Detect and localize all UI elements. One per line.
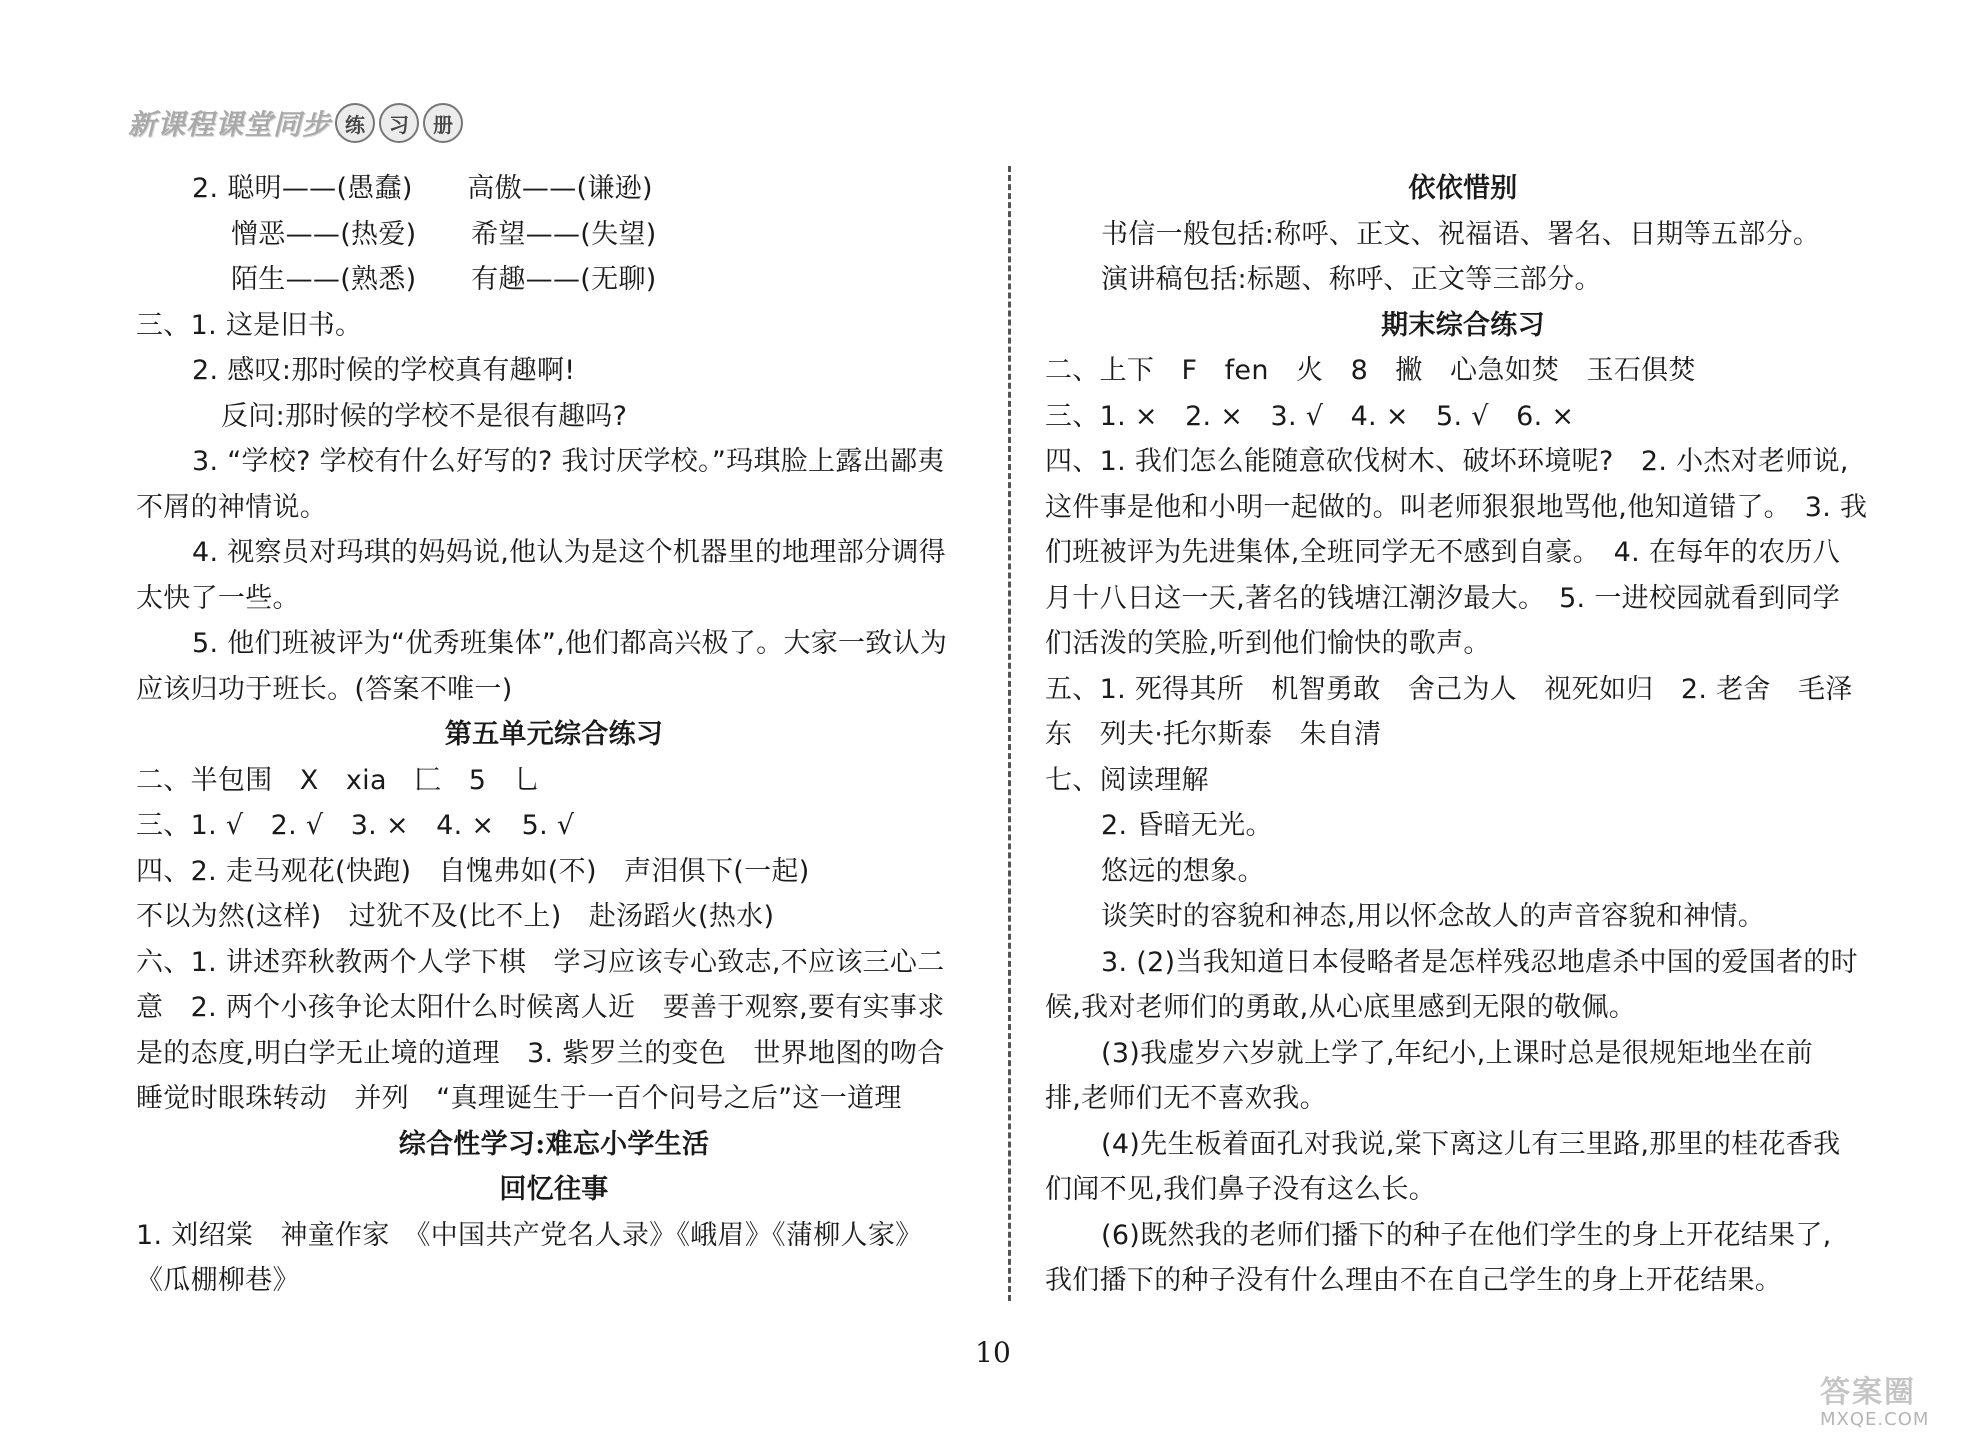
answer-line: 我们播下的种子没有什么理由不在自己学生的身上开花结果。	[1045, 1265, 1783, 1296]
watermark-title: 答案圈	[1820, 1375, 1916, 1410]
answer-line: (4)先生板着面孔对我说,棠下离这儿有三里路,那里的桂花香我	[1101, 1128, 1841, 1160]
answer-line: 反问:那时候的学校不是很有趣吗?	[221, 400, 628, 432]
answer-line: 3. “学校? 学校有什么好写的? 我讨厌学校。”玛琪脸上露出鄙夷	[192, 446, 945, 477]
answer-line: 排,老师们无不喜欢我。	[1045, 1083, 1327, 1114]
brand-badge-2: 习	[379, 103, 419, 143]
answer-line: 悠远的想象。	[1101, 855, 1265, 887]
page-number: 10	[975, 1336, 1011, 1369]
answer-line: 演讲稿包括:标题、称呼、正文等三部分。	[1101, 264, 1602, 295]
answer-line: 书信一般包括:称呼、正文、祝福语、署名、日期等五部分。	[1101, 218, 1821, 250]
watermark-url: MXQE.COM	[1820, 1409, 1930, 1430]
answer-line: 4. 视察员对玛琪的妈妈说,他认为是这个机器里的地理部分调得	[192, 537, 946, 568]
answer-line: 谈笑时的容貌和神态,用以怀念故人的声音容貌和神情。	[1101, 901, 1766, 932]
answer-line: 东 列夫·托尔斯泰 朱自清	[1045, 719, 1382, 750]
answer-line: 六、1. 讲述弈秋教两个人学下棋 学习应该专心致志,不应该三心二	[136, 946, 945, 978]
answer-line: 睡觉时眼珠转动 并列 “真理诞生于一百个问号之后”这一道理	[136, 1083, 902, 1114]
answer-line: 候,我对老师们的勇敢,从心底里感到无限的敬佩。	[1045, 992, 1637, 1023]
answer-line: 应该归功于班长。(答案不唯一)	[136, 673, 513, 705]
brand-badge-3: 册	[423, 103, 463, 143]
section-heading: 第五单元综合练习	[444, 719, 664, 750]
right-column	[1045, 166, 1881, 1304]
answer-line: 不屑的神情说。	[136, 491, 328, 523]
answer-line: (6)既然我的老师们播下的种子在他们学生的身上开花结果了,	[1101, 1219, 1832, 1251]
answer-line: 三、1. × 2. × 3. √ 4. × 5. √ 6. ×	[1045, 400, 1575, 432]
section-heading: 期末综合练习	[1381, 309, 1545, 341]
answer-line: 陌生——(熟悉) 有趣——(无聊)	[231, 264, 657, 295]
answer-line: 七、阅读理解	[1045, 764, 1209, 796]
answer-line: 是的态度,明白学无止境的道理 3. 紫罗兰的变色 世界地图的吻合	[136, 1037, 945, 1069]
answer-line: 二、半包围 X xia 匚 5 乚	[136, 764, 541, 796]
column-divider	[1008, 166, 1011, 1301]
answer-line: 2. 感叹:那时候的学校真有趣啊!	[192, 355, 576, 386]
answer-line: 《瓜棚柳巷》	[136, 1265, 300, 1296]
answer-line: 3. (2)当我知道日本侵略者是怎样残忍地虐杀中国的爱国者的时	[1101, 946, 1858, 978]
answer-line: (3)我虚岁六岁就上学了,年纪小,上课时总是很规矩地坐在前	[1101, 1037, 1814, 1069]
answer-line: 二、上下 F fen 火 8 撇 心急如焚 玉石俱焚	[1045, 355, 1696, 386]
answer-line: 三、1. √ 2. √ 3. × 4. × 5. √	[136, 810, 575, 841]
answer-line: 们活泼的笑脸,听到他们愉快的歌声。	[1045, 628, 1491, 659]
watermark-logo	[1820, 1376, 1960, 1432]
section-heading: 回忆往事	[499, 1174, 609, 1205]
answer-line: 意 2. 两个小孩争论太阳什么时候离人近 要善于观察,要有实事求	[136, 992, 945, 1023]
brand-badge-1: 练	[335, 103, 375, 143]
answer-line: 们班被评为先进集体,全班同学无不感到自豪。 4. 在每年的农历八	[1045, 537, 1841, 568]
answer-line: 5. 他们班被评为“优秀班集体”,他们都高兴极了。大家一致认为	[192, 628, 948, 659]
answer-line: 三、1. 这是旧书。	[136, 309, 363, 341]
answer-line: 不以为然(这样) 过犹不及(比不上) 赴汤蹈火(热水)	[136, 901, 775, 932]
answer-line: 太快了一些。	[136, 582, 300, 614]
answer-line: 四、2. 走马观花(快跑) 自愧弗如(不) 声泪俱下(一起)	[136, 855, 810, 887]
answer-line: 2. 聪明——(愚蠢) 高傲——(谦逊)	[192, 173, 653, 204]
section-heading: 综合性学习:难忘小学生活	[398, 1128, 710, 1160]
brand-header	[128, 98, 463, 148]
left-column	[136, 166, 972, 1304]
answer-line: 这件事是他和小明一起做的。叫老师狠狠地骂他,他知道错了。 3. 我	[1045, 491, 1868, 523]
answer-line: 憎恶——(热爱) 希望——(失望)	[231, 218, 657, 250]
answer-line: 五、1. 死得其所 机智勇敢 舍己为人 视死如归 2. 老舍 毛泽	[1045, 673, 1853, 705]
section-heading: 依依惜别	[1408, 173, 1518, 204]
brand-title: 新课程课堂同步	[128, 108, 332, 141]
answer-line: 四、1. 我们怎么能随意砍伐树木、破坏环境呢? 2. 小杰对老师说,	[1045, 446, 1849, 477]
answer-line: 2. 昏暗无光。	[1101, 810, 1273, 841]
answer-line: 月十八日这一天,著名的钱塘江潮汐最大。 5. 一进校园就看到同学	[1045, 582, 1841, 614]
answer-line: 们闻不见,我们鼻子没有这么长。	[1045, 1174, 1437, 1205]
answer-line: 1. 刘绍棠 神童作家 《中国共产党名人录》《峨眉》《蒲柳人家》	[136, 1219, 923, 1251]
